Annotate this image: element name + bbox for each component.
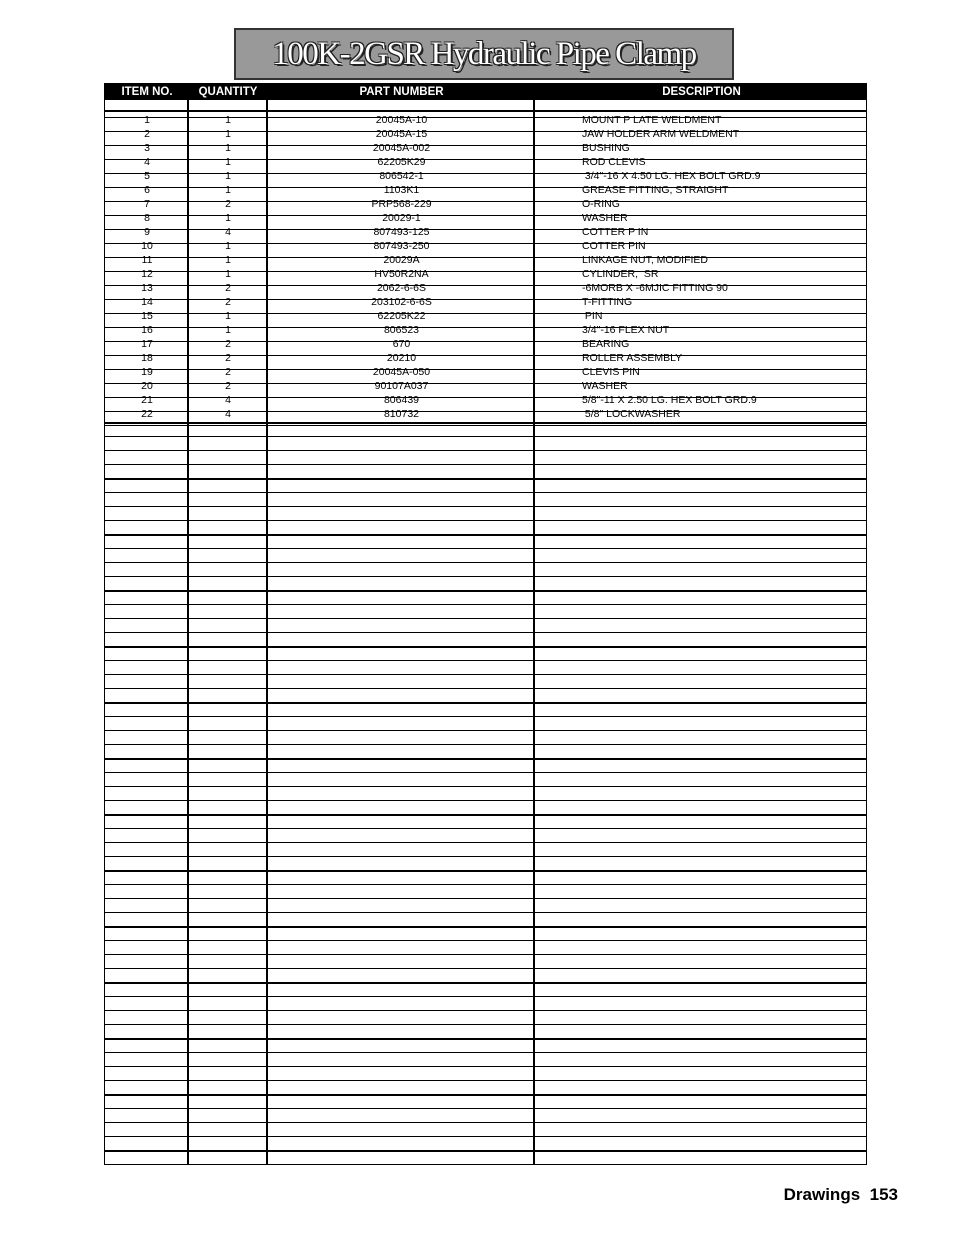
row-divider: [105, 744, 866, 745]
row-divider: [105, 898, 866, 899]
description-cell: CYLINDER, SR: [582, 268, 659, 280]
description-cell: 3/4"-16 X 4.50 LG. HEX BOLT GRD.9: [582, 170, 761, 182]
table-row: [105, 379, 866, 393]
part-number-cell: 20029-1: [382, 212, 421, 224]
quantity-cell: 1: [225, 310, 231, 322]
quantity-cell: 1: [225, 170, 231, 182]
table-row: [105, 351, 866, 365]
row-divider: [105, 1066, 866, 1067]
table-row: [105, 393, 866, 407]
row-divider: [105, 982, 866, 984]
description-cell: WASHER: [582, 212, 628, 224]
header-part-number: PART NUMBER: [359, 86, 444, 98]
item-no-cell: 1: [144, 114, 150, 126]
table-row: [105, 155, 866, 169]
header-item-no: ITEM NO.: [121, 86, 173, 98]
item-no-cell: 10: [141, 240, 153, 252]
row-divider: [105, 856, 866, 857]
description-cell: CLEVIS PIN: [582, 366, 640, 378]
row-divider: [105, 618, 866, 619]
item-no-cell: 12: [141, 268, 153, 280]
quantity-cell: 2: [225, 296, 231, 308]
table-row: [105, 113, 866, 127]
item-no-cell: 7: [144, 198, 150, 210]
quantity-cell: 4: [225, 394, 231, 406]
description-cell: ROLLER ASSEMBLY: [582, 352, 683, 364]
part-number-cell: 807493-250: [373, 240, 430, 252]
quantity-cell: 4: [225, 408, 231, 420]
row-divider: [105, 548, 866, 549]
row-divider: [105, 968, 866, 969]
table-row: [105, 141, 866, 155]
part-number-cell: 810732: [383, 408, 420, 420]
table-row: [105, 169, 866, 183]
item-no-cell: 18: [141, 352, 153, 364]
row-divider: [105, 1108, 866, 1109]
row-divider: [105, 716, 866, 717]
row-divider: [105, 436, 866, 437]
part-number-cell: 20029A: [383, 254, 420, 266]
row-divider: [105, 758, 866, 760]
row-divider: [105, 674, 866, 675]
parts-table: [104, 83, 867, 1165]
quantity-cell: 1: [225, 254, 231, 266]
row-divider: [105, 660, 866, 661]
description-cell: JAW HOLDER ARM WELDMENT: [582, 128, 740, 140]
row-divider: [105, 492, 866, 493]
page-title-box: [234, 28, 734, 80]
description-cell: T-FITTING: [582, 296, 633, 308]
part-number-cell: 20045A-050: [372, 366, 431, 378]
description-cell: BUSHING: [582, 142, 630, 154]
row-divider: [105, 1122, 866, 1123]
row-divider: [105, 110, 866, 112]
description-cell: 3/4"-16 FLEX NUT: [582, 324, 670, 336]
row-divider: [105, 912, 866, 913]
row-divider: [105, 870, 866, 872]
description-cell: 5/8"-11 X 2.50 LG. HEX BOLT GRD.9: [582, 394, 757, 406]
part-number-cell: 20210: [386, 352, 417, 364]
quantity-cell: 2: [225, 198, 231, 210]
quantity-cell: 1: [225, 156, 231, 168]
row-divider: [105, 730, 866, 731]
quantity-cell: 1: [225, 114, 231, 126]
row-divider: [105, 1038, 866, 1040]
part-number-cell: 2062-6-6S: [376, 282, 427, 294]
table-header: [105, 84, 866, 100]
table-row: [105, 337, 866, 351]
table-row: [105, 267, 866, 281]
table-row: [105, 211, 866, 225]
table-row: [105, 295, 866, 309]
table-row: [105, 225, 866, 239]
quantity-cell: 1: [225, 324, 231, 336]
item-no-cell: 8: [144, 212, 150, 224]
item-no-cell: 9: [144, 226, 150, 238]
table-row: [105, 323, 866, 337]
item-no-cell: 19: [141, 366, 153, 378]
item-no-cell: 21: [141, 394, 153, 406]
item-no-cell: 16: [141, 324, 153, 336]
row-divider: [105, 772, 866, 773]
row-divider: [105, 562, 866, 563]
part-number-cell: 20045A-002: [372, 142, 431, 154]
row-divider: [105, 1136, 866, 1137]
row-divider: [105, 590, 866, 592]
row-divider: [105, 842, 866, 843]
row-divider: [105, 520, 866, 521]
table-row: [105, 253, 866, 267]
item-no-cell: 13: [141, 282, 153, 294]
item-no-cell: 14: [141, 296, 153, 308]
row-divider: [105, 450, 866, 451]
description-cell: COTTER P IN: [582, 226, 649, 238]
item-no-cell: 2: [144, 128, 150, 140]
row-divider: [105, 702, 866, 704]
row-divider: [105, 464, 866, 465]
description-cell: 5/8" LOCKWASHER: [582, 408, 681, 420]
row-divider: [105, 534, 866, 536]
part-number-cell: HV50R2NA: [374, 268, 429, 280]
row-divider: [105, 1010, 866, 1011]
row-divider: [105, 954, 866, 955]
table-row: [105, 309, 866, 323]
description-cell: -6MORB X -6MJIC FITTING 90: [582, 282, 728, 294]
row-divider: [105, 632, 866, 633]
part-number-cell: 806523: [383, 324, 420, 336]
item-no-cell: 15: [141, 310, 153, 322]
item-no-cell: 3: [144, 142, 150, 154]
row-divider: [105, 786, 866, 787]
row-divider: [105, 1052, 866, 1053]
description-cell: GREASE FITTING, STRAIGHT: [582, 184, 729, 196]
table-row: [105, 365, 866, 379]
table-row: [105, 183, 866, 197]
table-row: [105, 127, 866, 141]
description-cell: BEARING: [582, 338, 630, 350]
description-cell: COTTER PIN: [582, 240, 646, 252]
quantity-cell: 2: [225, 282, 231, 294]
table-row: [105, 197, 866, 211]
row-divider: [105, 926, 866, 928]
row-divider: [105, 506, 866, 507]
part-number-cell: 20045A-15: [375, 128, 428, 140]
table-row: [105, 239, 866, 253]
row-divider: [105, 646, 866, 648]
part-number-cell: 806439: [383, 394, 420, 406]
row-divider: [105, 996, 866, 997]
part-number-cell: 203102-6-6S: [371, 296, 432, 308]
quantity-cell: 1: [225, 128, 231, 140]
table-row: [105, 407, 866, 421]
row-divider: [105, 604, 866, 605]
item-no-cell: 17: [141, 338, 153, 350]
part-number-cell: 62205K29: [377, 156, 426, 168]
part-number-cell: 1103K1: [383, 184, 420, 196]
quantity-cell: 2: [225, 338, 231, 350]
description-cell: ROD CLEVIS: [582, 156, 646, 168]
description-cell: LINKAGE NUT, MODIFIED: [582, 254, 709, 266]
row-divider: [105, 425, 866, 426]
header-description: DESCRIPTION: [662, 86, 741, 98]
item-no-cell: 11: [141, 254, 153, 266]
header-quantity: QUANTITY: [198, 86, 258, 98]
description-cell: WASHER: [582, 380, 628, 392]
part-number-cell: PRP568-229: [371, 198, 432, 210]
part-number-cell: 90107A037: [374, 380, 429, 392]
part-number-cell: 62205K22: [377, 310, 426, 322]
quantity-cell: 1: [225, 212, 231, 224]
row-divider: [105, 828, 866, 829]
quantity-cell: 2: [225, 366, 231, 378]
row-divider: [105, 800, 866, 801]
page-footer: [784, 1185, 898, 1205]
quantity-cell: 1: [225, 184, 231, 196]
description-cell: O-RING: [582, 198, 620, 210]
row-divider: [105, 576, 866, 577]
row-divider: [105, 688, 866, 689]
table-row: [105, 281, 866, 295]
item-no-cell: 5: [144, 170, 150, 182]
row-divider: [105, 422, 866, 424]
quantity-cell: 1: [225, 268, 231, 280]
row-divider: [105, 814, 866, 816]
part-number-cell: 670: [392, 338, 411, 350]
row-divider: [105, 940, 866, 941]
row-divider: [105, 1024, 866, 1025]
row-divider: [105, 1080, 866, 1081]
row-divider: [105, 884, 866, 885]
description-cell: PIN: [582, 310, 603, 322]
part-number-cell: 807493-125: [373, 226, 430, 238]
item-no-cell: 4: [144, 156, 150, 168]
page-number: 153: [869, 1185, 898, 1204]
page-title: 100K-2GSR Hydraulic Pipe Clamp: [272, 35, 696, 72]
quantity-cell: 4: [225, 226, 231, 238]
part-number-cell: 806542-1: [379, 170, 424, 182]
part-number-cell: 20045A-10: [375, 114, 428, 126]
row-divider: [105, 1094, 866, 1096]
quantity-cell: 1: [225, 240, 231, 252]
row-divider: [105, 478, 866, 480]
quantity-cell: 2: [225, 380, 231, 392]
item-no-cell: 6: [144, 184, 150, 196]
footer-section: Drawings: [783, 1185, 861, 1204]
item-no-cell: 22: [141, 408, 153, 420]
row-divider: [105, 1150, 866, 1152]
item-no-cell: 20: [141, 380, 153, 392]
description-cell: MOUNT P LATE WELDMENT: [582, 114, 722, 126]
quantity-cell: 1: [225, 142, 231, 154]
quantity-cell: 2: [225, 352, 231, 364]
